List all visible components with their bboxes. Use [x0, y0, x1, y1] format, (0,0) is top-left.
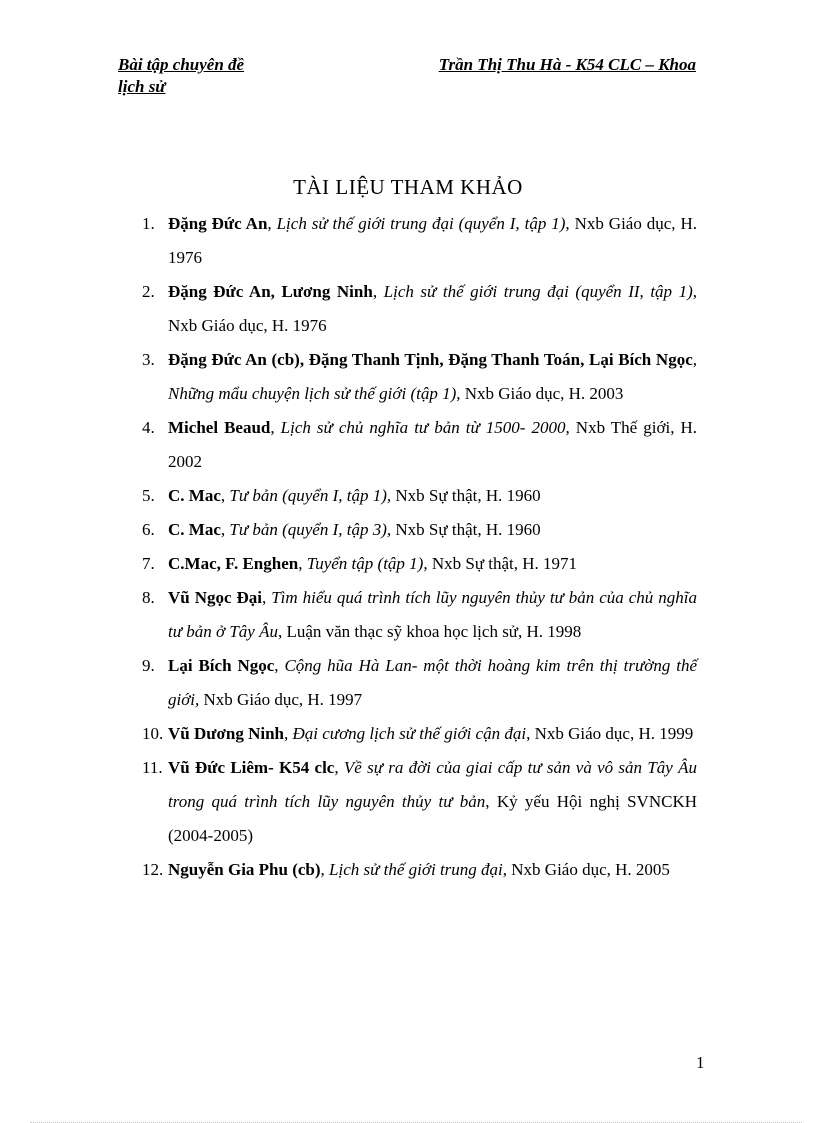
- reference-item: [142, 649, 697, 717]
- reference-title: Cộng hũa Hà Lan- một thời hoàng kim trên thị trường thế giới,: [168, 656, 697, 709]
- reference-title: Tư bản (quyển I, tập 3),: [229, 520, 392, 539]
- reference-publication: Nxb Giáo dục, H. 1997: [199, 690, 363, 709]
- reference-list: [142, 207, 697, 887]
- reference-item: [142, 581, 697, 649]
- reference-publication: , Nxb Giáo dục, H. 1976: [168, 282, 698, 335]
- reference-number: 3.: [142, 350, 155, 369]
- reference-number: 10.: [142, 724, 164, 743]
- reference-author: Đặng Đức An (cb), Đặng Thanh Tịnh, Đặng Thanh Toán, Lại Bích Ngọc: [168, 350, 693, 369]
- reference-publication: , Kỷ yếu Hội nghị SVNCKH (2004-2005): [168, 792, 697, 845]
- reference-number: 4.: [142, 418, 155, 437]
- header-row: [118, 54, 696, 76]
- reference-number: 2.: [142, 282, 155, 301]
- reference-publication: Nxb Sự thật, H. 1960: [391, 520, 541, 539]
- reference-author: Nguyễn Gia Phu (cb): [168, 860, 321, 879]
- reference-item: [142, 751, 697, 853]
- reference-publication: , Luận văn thạc sỹ khoa học lịch sử, H. 1998: [277, 622, 582, 641]
- page-number: 1: [696, 1053, 705, 1072]
- reference-separator: ,: [261, 588, 272, 607]
- reference-author: C. Mac: [168, 520, 221, 539]
- reference-item: [142, 275, 697, 343]
- reference-number: 11.: [142, 758, 163, 777]
- reference-title: Tuyển tập (tập 1),: [306, 554, 428, 573]
- reference-item: [142, 343, 697, 411]
- reference-separator: ,: [274, 656, 285, 675]
- reference-item: [142, 207, 697, 275]
- header-dept: lịch sử: [118, 77, 166, 96]
- reference-author: Đặng Đức An, Lương Ninh: [168, 282, 373, 301]
- reference-author: Vũ Đức Liêm- K54 clc: [168, 758, 335, 777]
- reference-author: Michel Beaud: [168, 418, 271, 437]
- reference-publication: , Nxb Thế giới, H. 2002: [168, 418, 698, 471]
- reference-item: [142, 411, 697, 479]
- reference-publication: , Nxb Giáo dục, H. 1976: [168, 214, 698, 267]
- reference-title: Tư bản (quyển I, tập 1),: [229, 486, 392, 505]
- reference-title: Đại cương lịch sử thế giới cận đại: [292, 724, 527, 743]
- reference-author: Vũ Dương Ninh: [168, 724, 284, 743]
- reference-publication: Nxb Giáo dục, H. 2003: [460, 384, 624, 403]
- reference-separator: ,: [320, 860, 330, 879]
- reference-title: Lịch sử thế giới trung đại (quyển II, tập 1): [383, 282, 693, 301]
- reference-separator: ,: [372, 282, 384, 301]
- reference-author: Đặng Đức An: [168, 214, 268, 233]
- header-author: Trần Thị Thu Hà - K54 CLC – Khoa: [438, 55, 696, 74]
- reference-separator: ,: [270, 418, 281, 437]
- reference-item: [142, 513, 697, 547]
- reference-number: 1.: [142, 214, 155, 233]
- reference-publication: Nxb Sự thật, H. 1960: [391, 486, 541, 505]
- reference-number: 6.: [142, 520, 155, 539]
- reference-title: Những mẩu chuyện lịch sử thế giới (tập 1),: [168, 384, 461, 403]
- reference-publication: , Nxb Giáo dục, H. 1999: [526, 724, 694, 743]
- reference-separator: ,: [220, 486, 230, 505]
- reference-item: [142, 479, 697, 513]
- reference-number: 9.: [142, 656, 155, 675]
- reference-title: Về sự ra đời của giai cấp tư sản và vô sản Tây Âu trong quá trình tích lũy nguyên thủy tư bản: [168, 758, 697, 811]
- reference-title: Tìm hiểu quá trình tích lũy nguyên thủy tư bản của chủ nghĩa tư bản ở Tây Âu: [168, 588, 697, 641]
- reference-item: [142, 717, 697, 751]
- reference-item: [142, 853, 697, 887]
- reference-separator: ,: [334, 758, 344, 777]
- reference-title: Lịch sử chủ nghĩa tư bản từ 1500- 2000: [280, 418, 566, 437]
- reference-author: C. Mac: [168, 486, 221, 505]
- reference-publication: Nxb Sự thật, H. 1971: [427, 554, 578, 573]
- reference-separator: ,: [267, 214, 277, 233]
- reference-author: Vũ Ngọc Đại: [168, 588, 262, 607]
- reference-separator: ,: [220, 520, 230, 539]
- reference-author: Lại Bích Ngọc: [168, 656, 275, 675]
- reference-separator: ,: [298, 554, 307, 573]
- reference-title: Lịch sử thế giới trung đại (quyển I, tập 1): [276, 214, 566, 233]
- reference-title: Lịch sử thế giới trung đại: [329, 860, 503, 879]
- reference-number: 8.: [142, 588, 155, 607]
- reference-item: [142, 547, 697, 581]
- reference-publication: , Nxb Giáo dục, H. 2005: [502, 860, 670, 879]
- reference-number: 5.: [142, 486, 155, 505]
- reference-number: 7.: [142, 554, 155, 573]
- reference-separator: ,: [284, 724, 293, 743]
- reference-number: 12.: [142, 860, 164, 879]
- header-course: Bài tập chuyên đề: [118, 55, 245, 74]
- reference-separator: ,: [692, 350, 697, 369]
- reference-author: C.Mac, F. Enghen: [168, 554, 299, 573]
- page-title: TÀI LIỆU THAM KHẢO: [293, 175, 523, 199]
- page-header: [118, 54, 696, 98]
